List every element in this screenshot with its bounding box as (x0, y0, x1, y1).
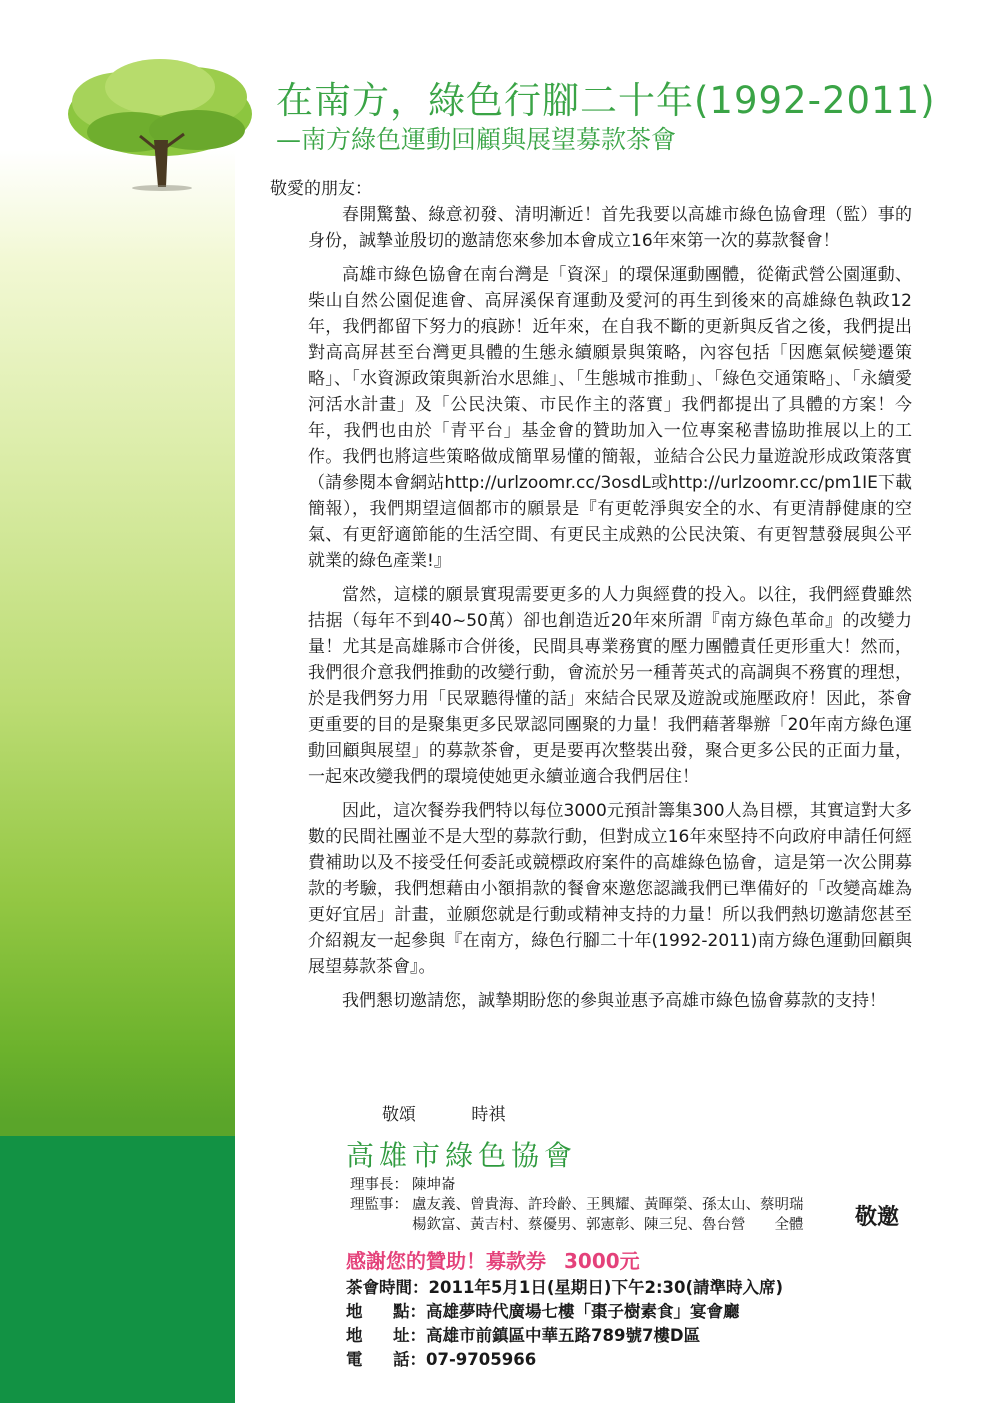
label-char: 點： (393, 1302, 426, 1321)
letter-closing (382, 1100, 555, 1125)
event-phone-value: 07-9705966 (426, 1350, 537, 1369)
event-address-value: 高雄市前鎮區中華五路789號7樓D區 (426, 1326, 701, 1345)
event-time-label: 茶會時間： (346, 1278, 429, 1297)
page-title: 在南方，綠色行腳二十年(1992-2011) (276, 79, 936, 122)
label-char: 電 (346, 1350, 363, 1369)
letter-body (308, 202, 912, 1014)
chair-row (350, 1175, 910, 1195)
tree-icon (62, 52, 257, 192)
chair-name: 陳坤崙 (412, 1177, 456, 1193)
letter-paragraph: 我們懇切邀請您，誠摯期盼您的參與並惠予高雄市綠色協會募款的支持！ (342, 991, 886, 1011)
event-place-value: 高雄夢時代廣場七樓「棗子樹素食」宴會廳 (426, 1302, 740, 1321)
letter-paragraph: 高雄市綠色協會在南台灣是「資深」的環保運動團體，從衛武營公園運動、柴山自然公園促進會、高屏溪保育運動及愛河的再生到後來的高雄綠色執政12年，我們都留下努力的痕跡！近年來，在自我不斷的更新與反省之後，我們提出對高高屏甚至台灣更具體的生態永續願景與策略，內容包括「因應氣候變遷策略」、「水資源政策與新治水思維」、「生態城市推動」、「綠色交通策略」、「永續愛河活水計畫」及「公民決策、市民作主的落實」我們都提出了具體的方案！今年，我們也由於「青平台」基金會的贊助加入一位專案秘書協助推展以上的工作。我們也將這些策略做成簡單易懂的簡報，並結合公民力量遊說形成政策落實（請參閱本會網站http://urlzoomr.cc/3osdL或http://urlzoomr.cc/pm1IE下載簡報），我們期望這個都市的願景是『有更乾淨與安全的水、有更清靜健康的空氣、有更舒適節能的生活空間、有更民主成熟的公民決策、有更智慧發展與公平就業的綠色產業!』 (308, 265, 912, 571)
event-phone-label (346, 1348, 426, 1372)
event-phone-row (346, 1348, 783, 1372)
board-row (350, 1195, 910, 1235)
label-char: 地 (346, 1302, 363, 1321)
board-label: 理監事： (350, 1197, 408, 1213)
event-time-value: 2011年5月1日(星期日)下午2:30(請準時入席) (428, 1278, 784, 1297)
board-names-line: 楊欽富、黃吉村、蔡優男、郭憲彰、陳三兒、魯台營 全體 (412, 1217, 804, 1233)
respect-signoff: 敬邀 (855, 1204, 900, 1230)
event-place-label (346, 1300, 426, 1324)
letter-paragraph: 當然，這樣的願景實現需要更多的人力與經費的投入。以往，我們經費雖然拮据（每年不到40~50萬）卻也創造近20年來所謂『南方綠色革命』的改變力量！尤其是高雄縣市合併後，民間具專業務實的壓力團體責任更形重大！然而，我們很介意我們推動的改變行動，會流於另一種菁英式的高調與不務實的理想，於是我們努力用「民眾聽得懂的話」來結合民眾及遊說或施壓政府！因此，茶會更重要的目的是聚集更多民眾認同團聚的力量！我們藉著舉辦「20年南方綠色運動回顧與展望」的募款茶會，更是要再次整裝出發，聚合更多公民的正面力量，一起來改變我們的環境使她更永續並適合我們居住！ (308, 585, 912, 787)
closing-word: 敬頌 (382, 1105, 416, 1125)
event-address-label (346, 1324, 426, 1348)
chair-label: 理事長： (350, 1177, 408, 1193)
event-info (346, 1276, 783, 1372)
event-place-row (346, 1300, 783, 1324)
event-address-row (346, 1324, 783, 1348)
organization-name: 高雄市綠色協會 (346, 1139, 578, 1172)
ticket-amount: 3000元 (564, 1249, 640, 1273)
letter-paragraph: 春開驚蟄、綠意初發、清明漸近！首先我要以高雄市綠色協會理（監）事的身份，誠摯並殷切的邀請您來參加本會成立16年來第一次的募款餐會！ (308, 205, 912, 251)
letter-paragraph: 因此，這次餐券我們特以每位3000元預計籌集300人為目標，其實這對大多數的民間社團並不是大型的募款行動，但對成立16年來堅持不向政府申請任何經費補助以及不接受任何委託或競標政府案件的高雄綠色協會，這是第一次公開募款的考驗，我們想藉由小額捐款的餐會來邀您認識我們已準備好的「改變高雄為更好宜居」計畫，並願您就是行動或精神支持的力量！所以我們熱切邀請您甚至介紹親友一起參與『在南方，綠色行腳二十年(1992-2011)南方綠色運動回顧與展望募款茶會』。 (308, 801, 912, 977)
event-time-row (346, 1276, 783, 1300)
label-char: 話： (393, 1350, 426, 1369)
closing-word: 時祺 (471, 1105, 506, 1125)
label-char: 地 (346, 1326, 363, 1345)
decorative-dark-green-block (0, 1136, 235, 1403)
ticket-thanks-text: 感謝您的贊助！募款券 (346, 1249, 546, 1273)
label-char: 址： (393, 1326, 426, 1345)
page-subtitle: —南方綠色運動回顧與展望募款茶會 (276, 125, 677, 154)
ticket-thanks (346, 1245, 640, 1274)
board-names (412, 1195, 910, 1235)
board-members (350, 1175, 910, 1235)
board-names-line: 盧友義、曾貴海、許玲齡、王興耀、黃暉榮、孫太山、蔡明瑞 (412, 1197, 804, 1213)
letter-greeting: 敬愛的朋友： (270, 179, 372, 199)
